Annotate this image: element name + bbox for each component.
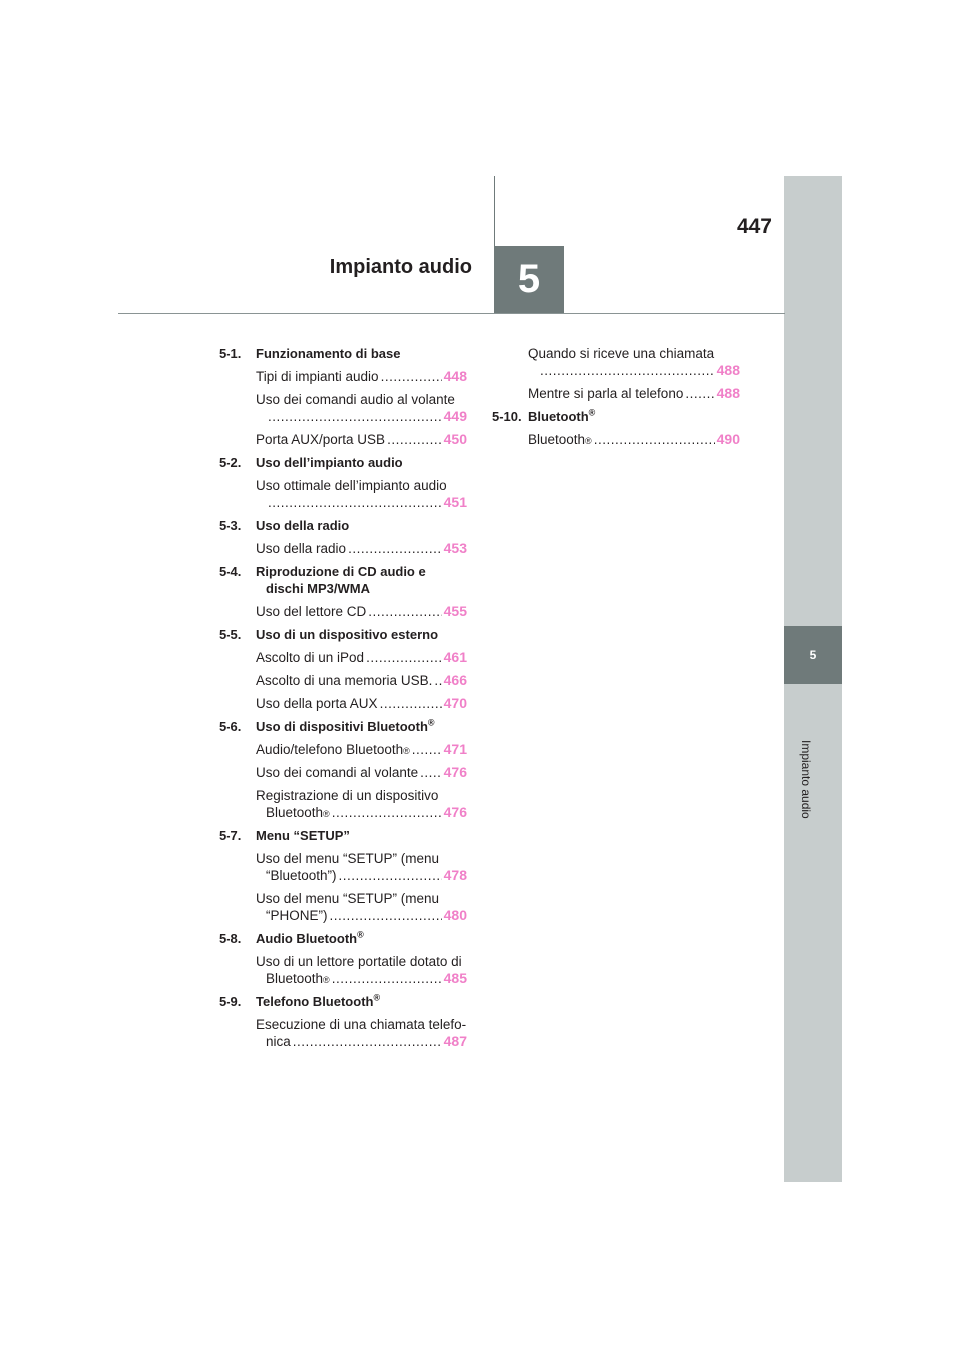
toc-page-link[interactable]: 471 — [443, 741, 467, 757]
toc-entry[interactable] — [219, 391, 467, 425]
toc-section-number: 5-3. — [219, 518, 242, 533]
toc-entry-line — [528, 385, 740, 402]
toc-entry-line — [256, 850, 467, 867]
toc-entry-line — [256, 764, 467, 781]
page-number: 447 — [736, 215, 772, 238]
toc-page-link[interactable]: 455 — [443, 603, 467, 619]
toc-entry-title: Audio/telefono Bluetooth — [256, 742, 404, 757]
toc-entry-title: Registrazione di un dispositivo — [256, 788, 439, 803]
toc-entry-line — [256, 477, 467, 494]
chapter-number-box: 5 — [494, 246, 564, 313]
toc-section-title: Funzionamento di base — [256, 346, 401, 361]
toc-entry-line2: Bluetooth ® ..... 476 — [256, 804, 467, 821]
toc-section-title: Uso dell’impianto audio — [256, 455, 403, 470]
toc-page-link[interactable]: 476 — [443, 804, 467, 820]
toc-entry[interactable] — [492, 385, 740, 402]
toc-page-link[interactable]: 476 — [443, 764, 467, 780]
dot-leader — [293, 1033, 442, 1050]
sidebar-chapter-label: Impianto audio — [799, 740, 813, 819]
toc-entry-line: Bluetooth ® ..... 490 — [528, 431, 740, 448]
dot-leader — [268, 494, 442, 511]
toc-section-heading — [219, 345, 467, 362]
toc-section-title: Bluetooth — [528, 409, 589, 424]
toc-page-link[interactable]: 466 — [443, 672, 467, 688]
toc-entry-title: Mentre si parla al telefono — [528, 386, 684, 401]
toc-page-link[interactable]: 488 — [716, 362, 740, 378]
toc-section-number: 5-6. — [219, 719, 242, 734]
toc-entry-line — [256, 649, 467, 666]
toc-entry-line — [256, 540, 467, 557]
toc-page-link[interactable]: 453 — [443, 540, 467, 556]
toc-page-link[interactable]: 478 — [443, 867, 467, 883]
toc-section-title: Audio Bluetooth — [256, 931, 358, 946]
dot-leader — [330, 907, 442, 924]
toc-section-heading — [219, 563, 467, 597]
toc-section-number: 5-1. — [219, 346, 242, 361]
dot-leader — [368, 603, 441, 620]
toc-section-number: 5-10. — [492, 409, 522, 424]
dot-leader — [348, 540, 442, 557]
toc-entry-title-continued: “PHONE”) — [266, 908, 328, 923]
sidebar-chapter-number: 5 — [809, 648, 817, 662]
toc-entry[interactable] — [219, 603, 467, 620]
toc-entry-line2 — [256, 867, 467, 884]
toc-entry-line — [256, 672, 467, 689]
toc-entry-title: Uso ottimale dell’impianto audio — [256, 478, 447, 493]
dot-leader — [434, 672, 441, 689]
dot-leader — [380, 695, 442, 712]
toc-page-link[interactable]: 449 — [443, 408, 467, 424]
dot-leader — [366, 649, 442, 666]
toc-entry-title: Esecuzione di una chiamata telefo- — [256, 1017, 467, 1032]
toc-entry-title-continued: Bluetooth — [266, 805, 324, 820]
toc-entry[interactable] — [219, 764, 467, 781]
toc-section-number: 5-4. — [219, 564, 242, 579]
toc-page-link[interactable]: 470 — [443, 695, 467, 711]
toc-page-link[interactable]: 485 — [443, 970, 467, 986]
toc-section-number: 5-5. — [219, 627, 242, 642]
toc-entry-title: Bluetooth — [528, 432, 586, 447]
dot-leader — [412, 741, 442, 758]
dot-leader — [540, 362, 715, 379]
toc-entry[interactable] — [219, 850, 467, 884]
toc-section-title: Uso di un dispositivo esterno — [256, 627, 439, 642]
toc-entry-line2 — [256, 408, 467, 425]
toc-entry[interactable] — [219, 787, 467, 821]
toc-entry-line — [528, 345, 740, 362]
toc-page-link[interactable]: 461 — [443, 649, 467, 665]
toc-entry[interactable] — [219, 368, 467, 385]
dot-leader — [420, 764, 442, 781]
toc-entry[interactable] — [219, 477, 467, 511]
toc-section-title: Uso di dispositivi Bluetooth — [256, 719, 428, 734]
toc-entry-line — [256, 368, 467, 385]
registered-mark: ® — [427, 717, 435, 728]
toc-entry-line2 — [528, 362, 740, 379]
toc-page-link[interactable]: 487 — [443, 1033, 467, 1049]
header-horizontal-rule — [118, 313, 785, 314]
toc-entry-title-continued: Bluetooth — [266, 971, 324, 986]
toc-section-title: Telefono Bluetooth — [256, 994, 374, 1009]
toc-page-link[interactable]: 490 — [716, 431, 740, 447]
toc-entry-title: Uso della porta AUX — [256, 696, 378, 711]
toc-section-heading — [219, 517, 467, 534]
toc-page-link[interactable]: 451 — [443, 494, 467, 510]
dot-leader — [339, 867, 442, 884]
toc-entry-title: Uso di un lettore portatile dotato di — [256, 954, 462, 969]
toc-entry-line — [256, 391, 467, 408]
toc-entry[interactable] — [219, 890, 467, 924]
toc-section-title: Riproduzione di CD audio e — [256, 564, 426, 579]
toc-entry-title: Uso del menu “SETUP” (menu — [256, 891, 440, 906]
registered-mark: ® — [373, 992, 381, 1003]
toc-entry[interactable] — [492, 345, 740, 379]
toc-section-title: Uso della radio — [256, 518, 350, 533]
toc-entry-title: Uso del menu “SETUP” (menu — [256, 851, 440, 866]
toc-entry-line — [256, 1016, 467, 1033]
toc-entry-line — [256, 890, 467, 907]
toc-section-number: 5-2. — [219, 455, 242, 470]
toc-section-number: 5-9. — [219, 994, 242, 1009]
toc-entry-line2 — [256, 907, 467, 924]
toc-entry[interactable] — [219, 953, 467, 987]
toc-section-heading — [219, 993, 467, 1010]
toc-entry-title-continued: nica — [266, 1034, 291, 1049]
toc-entry[interactable] — [219, 741, 467, 758]
toc-entry-title: Porta AUX/porta USB — [256, 432, 386, 447]
toc-entry-title: Ascolto di una memoria USB. — [256, 673, 433, 688]
chapter-title: Impianto audio — [329, 256, 472, 278]
header-vertical-rule — [494, 176, 495, 246]
toc-entry-title: Uso della radio — [256, 541, 347, 556]
toc-section-heading — [219, 827, 467, 844]
toc-entry-line — [256, 431, 467, 448]
toc-page-link[interactable]: 448 — [443, 368, 467, 384]
toc-entry[interactable] — [219, 540, 467, 557]
dot-leader — [381, 368, 442, 385]
toc-entry[interactable] — [219, 649, 467, 666]
toc-entry-line — [256, 603, 467, 620]
toc-entry-line — [256, 695, 467, 712]
toc-section-title: Menu “SETUP” — [256, 828, 350, 843]
dot-leader — [332, 804, 442, 821]
toc-page-link[interactable]: 450 — [443, 431, 467, 447]
toc-section-heading — [219, 454, 467, 471]
toc-entry-line — [256, 787, 467, 804]
toc-entry[interactable] — [219, 695, 467, 712]
toc-entry-line: Audio/telefono Bluetooth ® ..... 471 — [256, 741, 467, 758]
dot-leader — [332, 970, 442, 987]
toc-entry-title: Uso del lettore CD — [256, 604, 367, 619]
toc-section-number: 5-7. — [219, 828, 242, 843]
dot-leader — [685, 385, 714, 402]
toc-entry-title-continued: “Bluetooth”) — [266, 868, 337, 883]
toc-section-heading — [219, 718, 467, 735]
toc-left-column — [219, 345, 467, 1056]
toc-entry-title: Tipi di impianti audio — [256, 369, 379, 384]
dot-leader — [594, 431, 715, 448]
toc-section-heading — [219, 930, 467, 947]
toc-entry[interactable] — [219, 1016, 467, 1050]
dot-leader — [387, 431, 442, 448]
dot-leader — [268, 408, 442, 425]
toc-section-heading — [219, 626, 467, 643]
registered-mark: ® — [357, 929, 364, 940]
registered-mark: ® — [588, 407, 596, 418]
toc-section-heading — [492, 408, 740, 425]
toc-entry-title: Ascolto di un iPod — [256, 650, 365, 665]
toc-section-number: 5-8. — [219, 931, 242, 946]
toc-entry-line — [256, 953, 467, 970]
toc-page-link[interactable]: 488 — [716, 385, 740, 401]
toc-entry[interactable] — [219, 431, 467, 448]
toc-entry-line2 — [256, 1033, 467, 1050]
toc-entry-line2: Bluetooth ® ..... 485 — [256, 970, 467, 987]
toc-entry-line2 — [256, 494, 467, 511]
toc-page-link[interactable]: 480 — [443, 907, 467, 923]
toc-entry-title: Uso dei comandi audio al volante — [256, 392, 455, 407]
toc-entry[interactable] — [492, 431, 740, 448]
toc-entry-title: Quando si riceve una chiamata — [528, 346, 715, 361]
toc-right-column — [492, 345, 740, 454]
toc-entry[interactable] — [219, 672, 467, 689]
toc-entry-title: Uso dei comandi al volante — [256, 765, 419, 780]
toc-section-title-line2: dischi MP3/WMA — [266, 581, 371, 596]
